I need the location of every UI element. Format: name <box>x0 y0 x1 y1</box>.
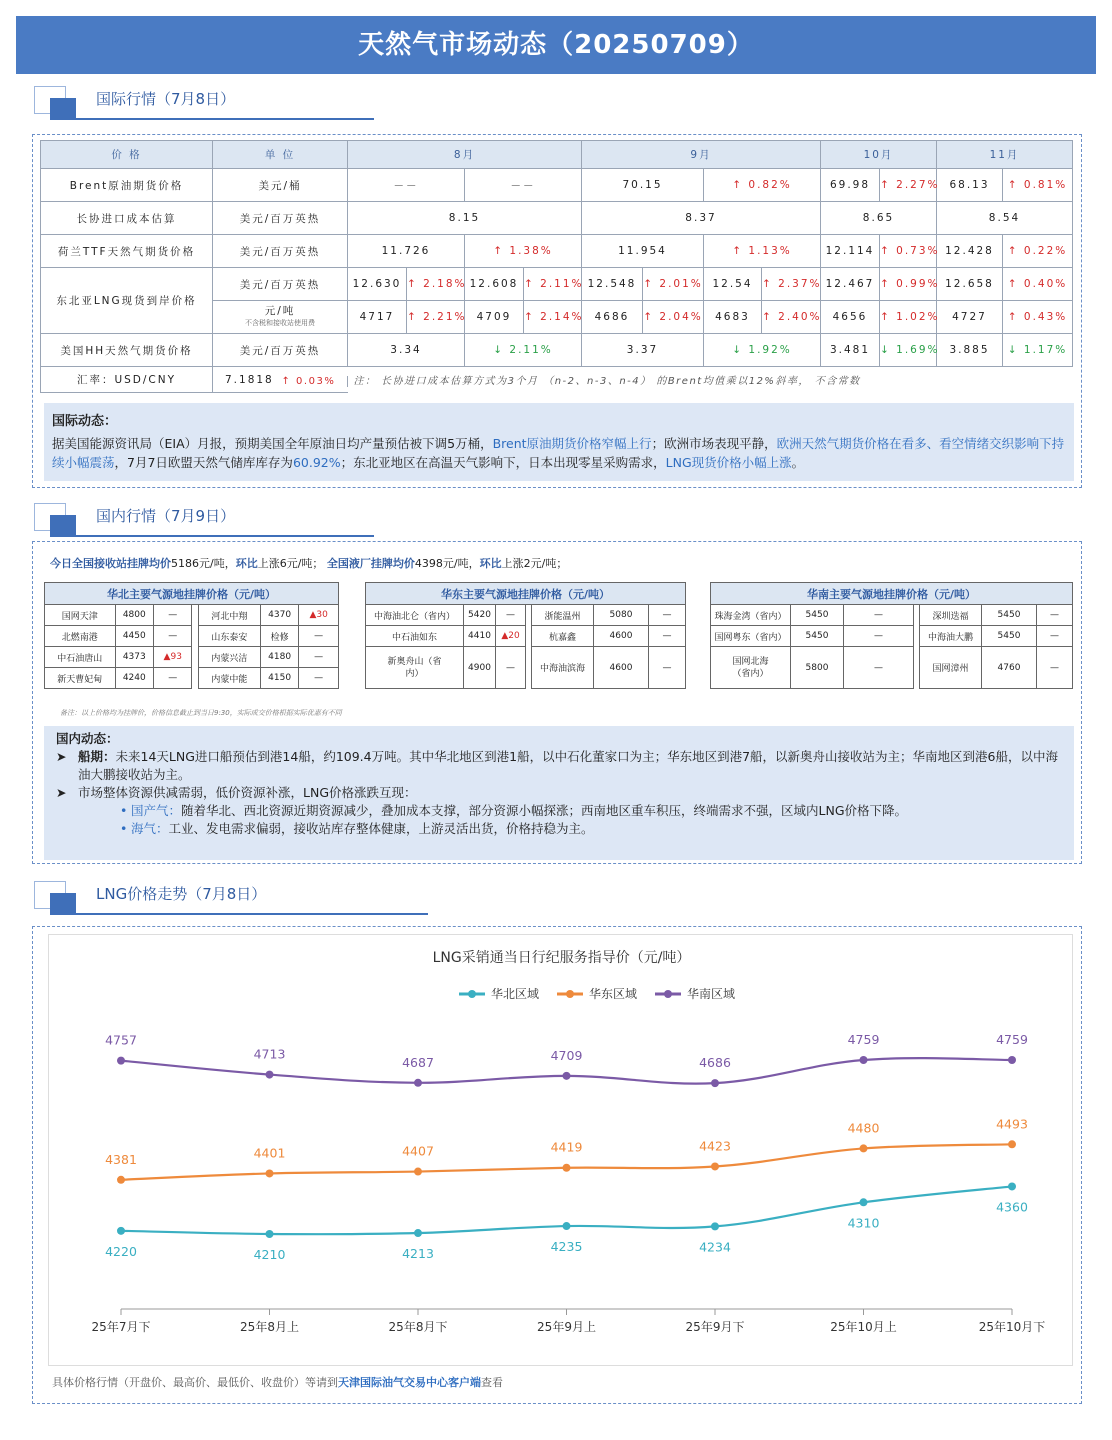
section-title: LNG价格走势（7月8日） <box>96 885 267 903</box>
page-title: 天然气市场动态（20250709） <box>16 16 1096 74</box>
data-point <box>414 1079 422 1087</box>
col-header: 10月 <box>821 141 937 169</box>
table-row: 中石油唐山 4373 ▲93 内蒙兴洁 4180 — <box>45 647 339 668</box>
data-point <box>860 1144 868 1152</box>
table-row: 新奥舟山（省内） 4900 — 中海油滨海 4600 — <box>366 647 686 689</box>
table-row: 中海油北仑（省内） 5420 — 浙能温州 5080 — <box>366 605 686 626</box>
data-label: 4220 <box>105 1243 137 1259</box>
table-row: 国网天津 4800 — 河北中翔 4370 ▲30 <box>45 605 339 626</box>
table-row: 国网北海（省内） 5800 — 国网漳州 4760 — <box>711 647 1073 689</box>
data-label: 4759 <box>996 1031 1028 1047</box>
table-row: 东北亚LNG现货到岸价格 美元/百万英热 12.630 ↑ 2.18% 12.608 ↑ 2.11% 12.548 ↑ 2.01% 12.54 ↑ 2.37% 12.467 ↑ 0.99% 12.658 ↑ 0.40% <box>41 268 1073 301</box>
col-header: 9月 <box>582 141 821 169</box>
col-header: 11月 <box>937 141 1073 169</box>
chart-title: LNG采销通当日行纪服务指导价（元/吨） <box>432 950 691 966</box>
x-tick-label: 25年9月上 <box>537 1320 596 1334</box>
x-tick-label: 25年9月下 <box>685 1320 745 1334</box>
north-price-table: 华北主要气源地挂牌价格（元/吨） 国网天津 4800 — 河北中翔 4370 ▲30 北燃南港 4450 — 山东泰安 检修 — 中石油唐山 4373 ▲93 内蒙兴洁 4180 — 新天曹妃甸 4240 — 内蒙中能 4150 — <box>44 582 339 689</box>
data-label: 4709 <box>550 1047 583 1063</box>
data-point <box>860 1056 868 1064</box>
data-point <box>563 1164 571 1172</box>
legend-marker <box>566 990 574 998</box>
legend-marker <box>468 990 476 998</box>
data-point <box>266 1169 274 1177</box>
data-point <box>117 1176 125 1184</box>
data-point <box>711 1079 719 1087</box>
data-label: 4401 <box>253 1145 286 1161</box>
data-label: 4381 <box>105 1151 137 1167</box>
data-label: 4686 <box>699 1055 731 1071</box>
data-point <box>860 1198 868 1206</box>
col-header: 8月 <box>348 141 582 169</box>
table-row: 北燃南港 4450 — 山东泰安 检修 — <box>45 626 339 647</box>
data-point <box>1008 1140 1016 1148</box>
data-label: 4480 <box>847 1120 880 1136</box>
east-price-table: 华东主要气源地挂牌价格（元/吨） 中海油北仑（省内） 5420 — 浙能温州 5080 — 中石油如东 4410 ▲20 杭嘉鑫 4600 — 新奥舟山（省内） 4900 — 中海油滨海 4600 — <box>365 582 686 689</box>
x-tick-label: 25年8月下 <box>388 1320 448 1334</box>
data-label: 4310 <box>847 1215 880 1231</box>
data-label: 4423 <box>699 1138 731 1154</box>
legend-label: 华北区域 <box>491 987 540 1001</box>
data-label: 4213 <box>402 1246 434 1262</box>
data-label: 4757 <box>105 1032 137 1048</box>
data-label: 4210 <box>253 1246 286 1262</box>
x-tick-label: 25年10月上 <box>830 1320 897 1334</box>
section-title: 国内行情（7月9日） <box>96 507 236 525</box>
col-header: 单 位 <box>213 141 348 169</box>
legend-label: 华东区域 <box>589 987 638 1001</box>
data-label: 4687 <box>402 1054 434 1070</box>
data-label: 4235 <box>550 1239 583 1255</box>
legend-label: 华南区域 <box>687 987 736 1001</box>
data-point <box>414 1229 422 1237</box>
table-row: 国网粤东（省内） 5450 — 中海油大鹏 5450 — <box>711 626 1073 647</box>
table-row: 元/吨 不含税和接收站使用费 4717 ↑ 2.21% 4709 ↑ 2.14% 4686 ↑ 2.04% 4683 ↑ 2.40% 4656 ↑ 1.02% 4727 ↑ 0.43% <box>41 301 1073 334</box>
data-point <box>563 1222 571 1230</box>
x-tick-label: 25年10月下 <box>978 1320 1046 1334</box>
data-label: 4234 <box>699 1239 731 1255</box>
data-point <box>1008 1182 1016 1190</box>
data-label: 4419 <box>550 1139 583 1155</box>
table-row: 汇率：USD/CNY 7.1818 ↑ 0.03% 注： 长协进口成本估算方式为3个月 （n-2、n-3、n-4） 的Brent均值乘以12%斜率， 不含常数 <box>41 367 1073 393</box>
bottom-note: 具体价格行情（开盘价、最高价、最低价、收盘价）等请到天津国际油气交易中心客户端查看 <box>52 1376 503 1389</box>
data-point <box>1008 1056 1016 1064</box>
price-footnote: 备注：以上价格均为挂牌价，价格信息截止到当日9:30，实际成交价格根据实际优惠有不同 <box>60 709 342 717</box>
data-label: 4759 <box>847 1031 880 1047</box>
national-summary: 今日全国接收站挂牌均价5186元/吨，环比上涨6元/吨； 全国液厂挂牌均价4398元/吨，环比上涨2元/吨； <box>50 557 568 570</box>
data-label: 4407 <box>402 1143 434 1159</box>
intl-price-table <box>40 140 1073 393</box>
x-tick-label: 25年7月下 <box>91 1320 151 1334</box>
data-point <box>711 1222 719 1230</box>
data-label: 4713 <box>253 1046 286 1062</box>
client-link[interactable]: 天津国际油气交易中心客户端 <box>338 1376 481 1389</box>
data-point <box>711 1162 719 1170</box>
data-point <box>117 1057 125 1065</box>
table-row: 珠海金湾（省内） 5450 — 深圳迭福 5450 — <box>711 605 1073 626</box>
legend-marker <box>664 990 672 998</box>
table-row: 新天曹妃甸 4240 — 内蒙中能 4150 — <box>45 668 339 689</box>
table-row: 美国HH天然气期货价格 美元/百万英热 3.34 ↓ 2.11% 3.37 ↓ 1.92% 3.481 ↓ 1.69% 3.885 ↓ 1.17% <box>41 334 1073 367</box>
data-point <box>266 1230 274 1238</box>
data-point <box>414 1168 422 1176</box>
lng-chart <box>48 934 1073 1366</box>
intl-dynamics: 国际动态： 据美国能源资讯局（EIA）月报，预期美国全年原油日均产量预估被下调5万桶，Brent原油期货价格窄幅上行；欧洲市场表现平静，欧洲天然气期货价格在看多、看空情绪交织影响下持续小幅震荡，7月7日欧盟天然气储库库存为60.92%；东北亚地区在高温天气影响下，日本出现零星采购需求，LNG现货价格小幅上涨。 <box>44 403 1074 481</box>
section-title: 国际行情（7月8日） <box>96 90 236 108</box>
table-row: 中石油如东 4410 ▲20 杭嘉鑫 4600 — <box>366 626 686 647</box>
data-label: 4360 <box>996 1199 1028 1215</box>
data-point <box>117 1227 125 1235</box>
lng-chart-svg <box>49 935 1074 1367</box>
table-row: 长协进口成本估算 美元/百万英热 8.15 8.37 8.65 8.54 <box>41 202 1073 235</box>
x-tick-label: 25年8月上 <box>240 1320 299 1334</box>
south-price-table: 华南主要气源地挂牌价格（元/吨） 珠海金湾（省内） 5450 — 深圳迭福 5450 — 国网粤东（省内） 5450 — 中海油大鹏 5450 — 国网北海（省内） 5800 — 国网漳州 4760 — <box>710 582 1073 689</box>
table-row: 荷兰TTF天然气期货价格 美元/百万英热 11.726 ↑ 1.38% 11.954 ↑ 1.13% 12.114 ↑ 0.73% 12.428 ↑ 0.22% <box>41 235 1073 268</box>
data-point <box>266 1071 274 1079</box>
domestic-dynamics: 国内动态： ➤ 船期：未来14天LNG进口船预估到港14船，约109.4万吨。其中华北地区到港1船，以中石化董家口为主；华东地区到港7船，以新奥舟山接收站为主；华南地区到港6船，以中海油大鹏接收站为主。 ➤ 市场整体资源供减需弱，低价资源补涨，LNG价格涨跌互现： • 国产气：随着华北、西北资源近期资源减少，叠加成本支撑，部分资源小幅探涨；西南地区重车积压，终端需求不强，区域内LNG价格下降。 • 海气：工业、发电需求偏弱，接收站库存整体健康，上游灵活出货，价格持稳为主。 <box>44 726 1074 860</box>
table-row: Brent原油期货价格 美元/桶 －－ －－ 70.15 ↑ 0.82% 69.98 ↑ 2.27% 68.13 ↑ 0.81% <box>41 169 1073 202</box>
col-header: 价 格 <box>41 141 213 169</box>
data-point <box>563 1072 571 1080</box>
data-label: 4493 <box>996 1116 1028 1132</box>
